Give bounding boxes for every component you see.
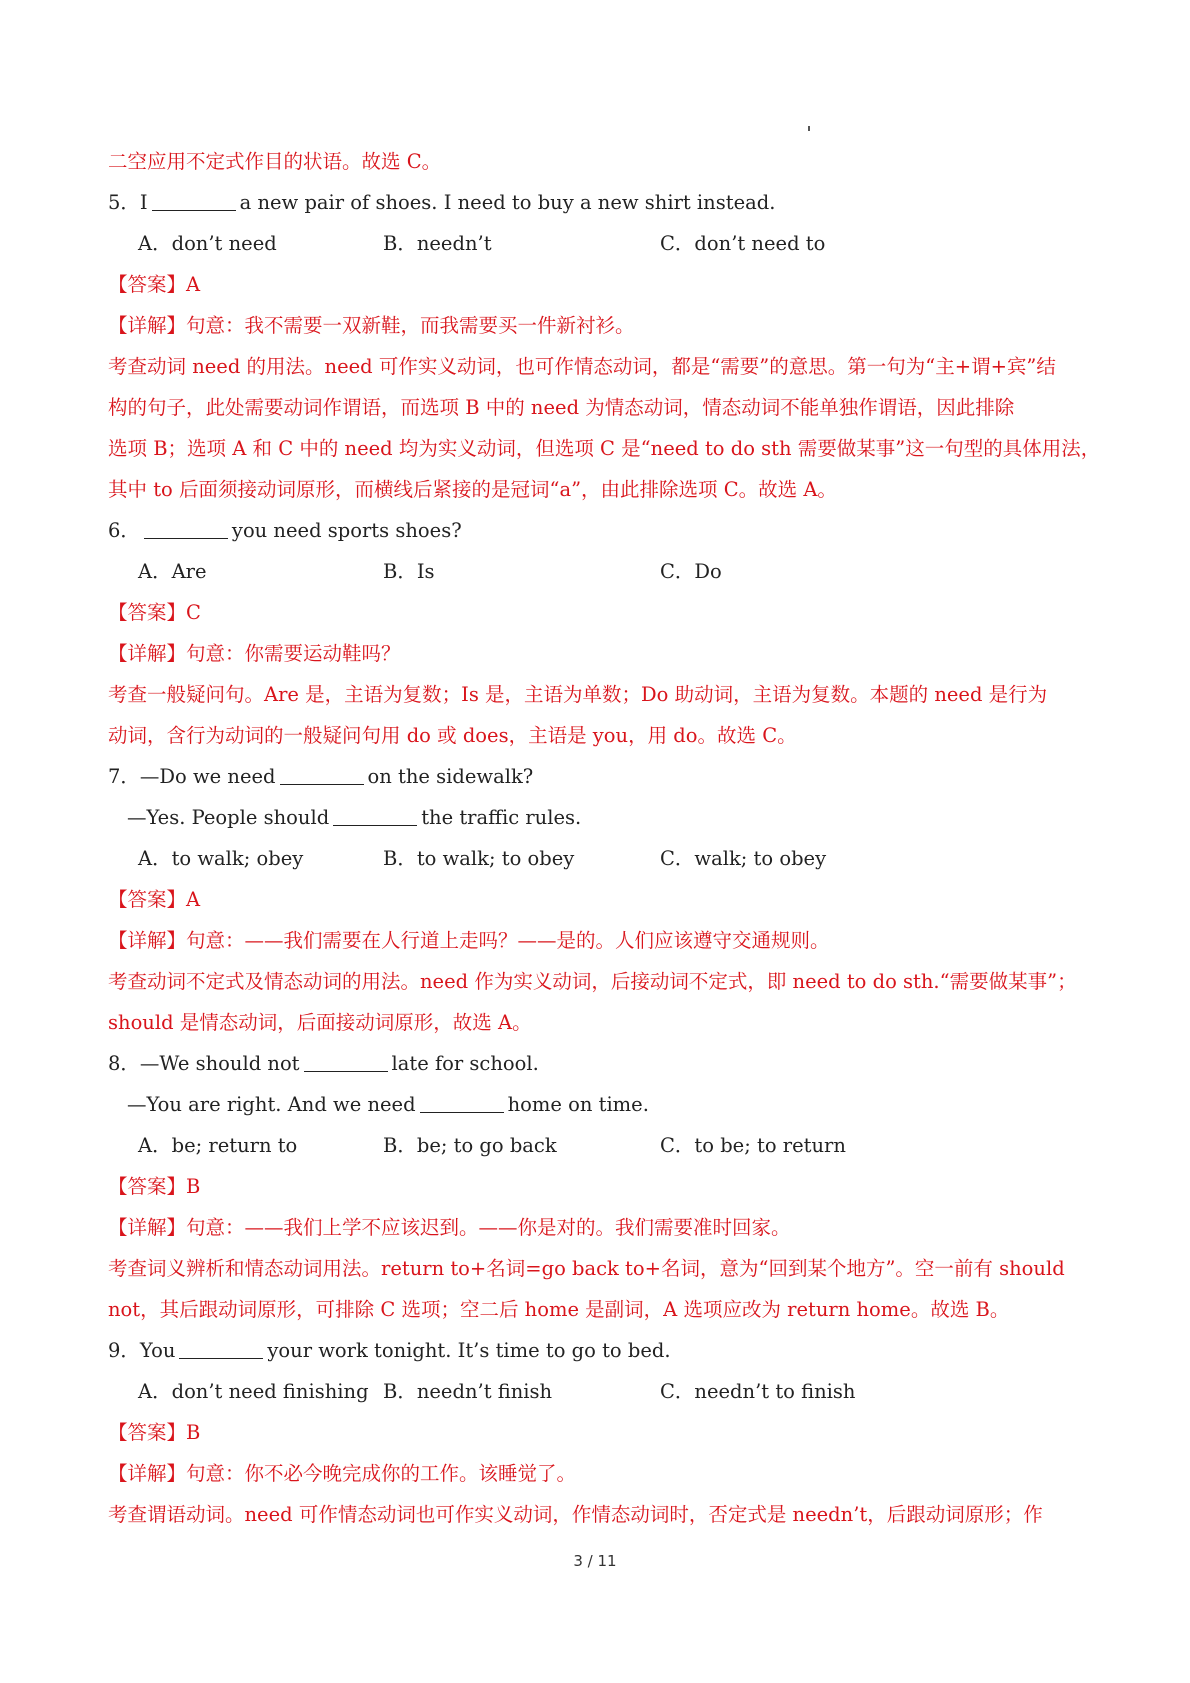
answer-blank — [280, 764, 364, 785]
option-c: C．walk; to obey — [660, 847, 827, 870]
question-9-analysis-1: 考查谓语动词。need 可作情态动词也可作实义动词，作情态动词时，否定式是 needn’t，后跟动词原形；作 — [108, 1503, 1043, 1526]
option-a: A．don’t need finishing — [138, 1380, 369, 1403]
answer-blank — [152, 190, 236, 211]
question-5-answer: 【答案】A — [108, 273, 201, 296]
question-5-analysis-2: 构的句子，此处需要动词作谓语，而选项 B 中的 need 为情态动词，情态动词不能单独作谓语，因此排除 — [108, 396, 1015, 419]
intro-line: 二空应用不定式作目的状语。故选 C。 — [108, 150, 442, 173]
question-6-stem: 6． you need sports shoes? — [108, 519, 462, 542]
question-7-analysis-1: 考查动词不定式及情态动词的用法。need 作为实义动词，后接动词不定式，即 need to do sth.“需要做某事”； — [108, 970, 1077, 993]
answer-blank — [144, 518, 228, 539]
question-5-analysis-4: 其中 to 后面须接动词原形，而横线后紧接的是冠词“a”，由此排除选项 C。故选 A。 — [108, 478, 837, 501]
question-6-detail: 【详解】句意：你需要运动鞋吗？ — [108, 642, 401, 665]
option-c: C．don’t need to — [660, 232, 826, 255]
question-7-analysis-2: should 是情态动词，后面接动词原形，故选 A。 — [108, 1011, 532, 1034]
option-a: A．don’t need — [138, 232, 277, 255]
question-6-answer: 【答案】C — [108, 601, 201, 624]
page-number: 3 / 11 — [573, 1552, 617, 1570]
question-9-answer: 【答案】B — [108, 1421, 201, 1444]
question-8-detail: 【详解】句意：——我们上学不应该迟到。——你是对的。我们需要准时回家。 — [108, 1216, 791, 1239]
answer-blank — [333, 805, 417, 826]
question-7-stem: 7．—Do we need on the sidewalk? — [108, 765, 534, 788]
answer-blank — [304, 1051, 388, 1072]
answer-blank — [179, 1338, 263, 1359]
question-9-stem: 9．You your work tonight. It’s time to go to bed. — [108, 1339, 671, 1362]
option-a: A．Are — [138, 560, 207, 583]
question-8-analysis-1: 考查词义辨析和情态动词用法。return to+名词=go back to+名词，意为“回到某个地方”。空一前有 should — [108, 1257, 1065, 1280]
option-b: B．Is — [383, 560, 435, 583]
option-b: B．needn’t — [383, 232, 492, 255]
option-b: B．be; to go back — [383, 1134, 557, 1157]
question-7-answer: 【答案】A — [108, 888, 201, 911]
option-c: C．Do — [660, 560, 722, 583]
question-8-answer: 【答案】B — [108, 1175, 201, 1198]
option-c: C．needn’t to finish — [660, 1380, 856, 1403]
option-b: B．to walk; to obey — [383, 847, 575, 870]
option-c: C．to be; to return — [660, 1134, 846, 1157]
option-a: A．be; return to — [138, 1134, 298, 1157]
question-5-analysis-1: 考查动词 need 的用法。need 可作实义动词，也可作情态动词，都是“需要”的意思。第一句为“主+谓+宾”结 — [108, 355, 1056, 378]
question-9-detail: 【详解】句意：你不必今晚完成你的工作。该睡觉了。 — [108, 1462, 577, 1485]
question-7-stem-2: —Yes. People should the traffic rules. — [127, 806, 582, 829]
question-8-stem-2: —You are right. And we need home on time. — [127, 1093, 649, 1116]
question-7-detail: 【详解】句意：——我们需要在人行道上走吗？——是的。人们应该遵守交通规则。 — [108, 929, 830, 952]
answer-blank — [420, 1092, 504, 1113]
option-b: B．needn’t finish — [383, 1380, 553, 1403]
question-5-stem: 5．I a new pair of shoes. I need to buy a new shirt instead. — [108, 191, 776, 214]
question-6-analysis-1: 考查一般疑问句。Are 是，主语为复数；Is 是，主语为单数；Do 助动词，主语为复数。本题的 need 是行为 — [108, 683, 1048, 706]
question-5-detail: 【详解】句意：我不需要一双新鞋，而我需要买一件新衬衫。 — [108, 314, 635, 337]
stray-mark — [808, 126, 810, 131]
question-8-stem: 8．—We should not late for school. — [108, 1052, 539, 1075]
question-8-analysis-2: not，其后跟动词原形，可排除 C 选项；空二后 home 是副词，A 选项应改为 return home。故选 B。 — [108, 1298, 1010, 1321]
question-5-analysis-3: 选项 B；选项 A 和 C 中的 need 均为实义动词，但选项 C 是“need to do sth 需要做某事”这一句型的具体用法， — [108, 437, 1101, 460]
option-a: A．to walk; obey — [138, 847, 304, 870]
question-6-analysis-2: 动词，含行为动词的一般疑问句用 do 或 does，主语是 you，用 do。故选 C。 — [108, 724, 797, 747]
